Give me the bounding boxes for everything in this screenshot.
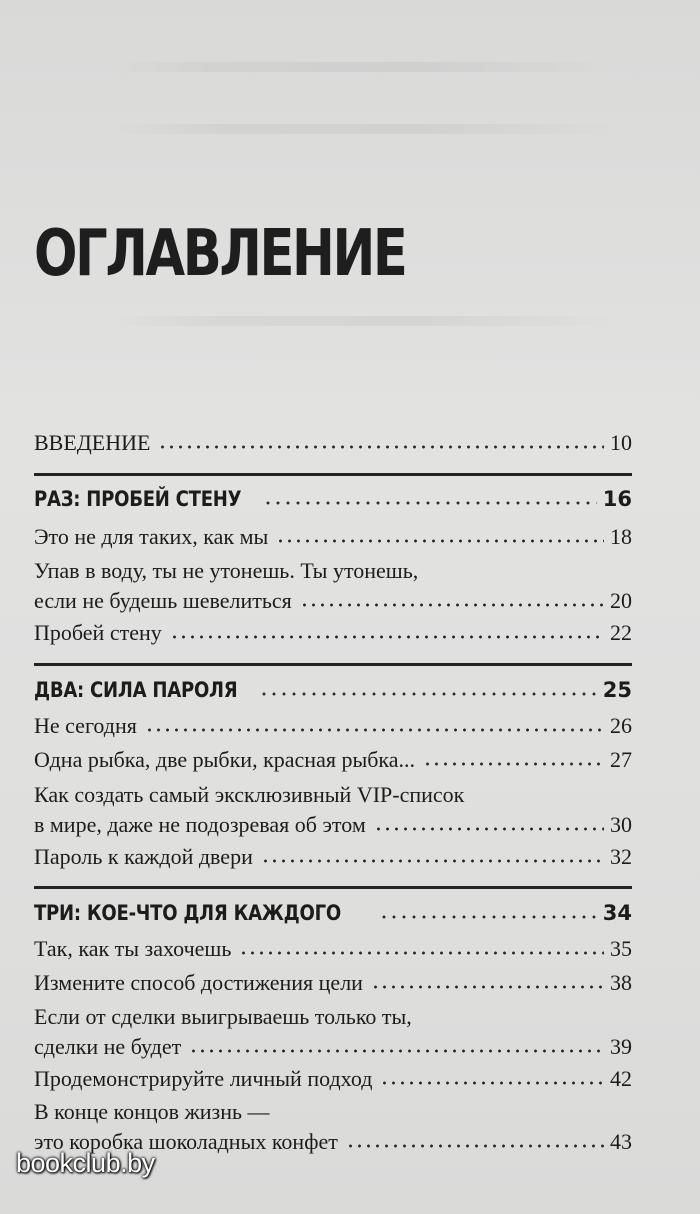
- toc-page-number: 39: [610, 1034, 632, 1059]
- dot-leader: [374, 826, 604, 832]
- toc-entry[interactable]: [34, 745, 632, 775]
- toc-page-number: 26: [610, 713, 632, 738]
- toc-entry[interactable]: [34, 934, 632, 964]
- toc-entry[interactable]: [34, 556, 632, 616]
- dot-leader: [263, 500, 597, 506]
- toc-entry-title-line: Упав в воду, ты не утонешь. Ты утонешь,: [34, 558, 419, 583]
- toc-page-number: 27: [610, 747, 632, 772]
- part-title: РАЗ: ПРОБЕЙ СТЕНУ: [34, 487, 242, 511]
- show-through: [110, 124, 620, 134]
- dot-leader: [423, 761, 604, 767]
- toc-entry-title: в мире, даже не подозревая об этом: [34, 812, 366, 837]
- toc-entry-title-line: Если от сделки выигрываешь только ты,: [34, 1004, 412, 1029]
- show-through: [110, 62, 620, 72]
- toc-entry-title: Это не для таких, как мы: [34, 524, 269, 549]
- toc-entry-title: если не будешь шевелиться: [34, 588, 292, 613]
- toc-entry-title: Измените способ достижения цели: [34, 970, 363, 995]
- toc-entry-title: Одна рыбка, две рыбки, красная рыбка...: [34, 747, 416, 772]
- dot-leader: [379, 914, 597, 920]
- toc-entry-title: Не сегодня: [34, 713, 137, 738]
- toc-entry-title: сделки не будет: [34, 1034, 182, 1059]
- dot-leader: [145, 727, 604, 733]
- toc-entry[interactable]: [34, 711, 632, 741]
- show-through: [110, 316, 620, 326]
- toc-entry-title-line: Как создать самый эксклюзивный VIP-список: [34, 782, 465, 807]
- toc-entry[interactable]: [34, 1002, 632, 1062]
- dot-leader: [239, 950, 604, 956]
- toc-part-heading[interactable]: [34, 898, 632, 928]
- toc-entry[interactable]: [34, 842, 632, 872]
- dot-leader: [158, 444, 604, 450]
- toc-part-heading[interactable]: [34, 484, 632, 514]
- watermark: bookclub.by: [16, 1148, 155, 1178]
- toc-page-number: 34: [602, 901, 632, 925]
- toc-entry[interactable]: [34, 522, 632, 552]
- toc-page-number: 25: [602, 678, 632, 702]
- toc-page-number: 30: [610, 812, 632, 837]
- toc-entry[interactable]: [34, 780, 632, 840]
- toc-entry-intro[interactable]: [34, 428, 632, 458]
- dot-leader: [189, 1048, 604, 1054]
- toc-entry[interactable]: [34, 968, 632, 998]
- dot-leader: [261, 858, 604, 864]
- toc-page-number: 22: [610, 620, 632, 645]
- page-title: ОГЛАВЛЕНИЕ: [34, 217, 406, 291]
- toc-page-number: 18: [610, 524, 632, 549]
- section-divider: [34, 473, 632, 476]
- dot-leader: [371, 984, 604, 990]
- toc-entry-title: Пробей стену: [34, 620, 162, 645]
- dot-leader: [259, 691, 597, 697]
- dot-leader: [346, 1143, 604, 1149]
- section-divider: [34, 886, 632, 889]
- toc-page-number: 32: [610, 844, 632, 869]
- dot-leader: [276, 538, 604, 544]
- dot-leader: [170, 634, 604, 640]
- toc-entry-title: это коробка шоколадных конфет: [34, 1129, 338, 1154]
- section-divider: [34, 663, 632, 666]
- toc-page-number: 38: [610, 970, 632, 995]
- toc-page-number: 16: [602, 487, 632, 511]
- toc-entry[interactable]: [34, 618, 632, 648]
- toc-entry-title: ВВЕДЕНИЕ: [34, 430, 151, 455]
- toc-part-heading[interactable]: [34, 675, 632, 705]
- toc-page-number: 20: [610, 588, 632, 613]
- part-title: ТРИ: КОЕ-ЧТО ДЛЯ КАЖДОГО: [34, 901, 341, 925]
- toc-entry-title: Так, как ты захочешь: [34, 936, 232, 961]
- toc-entry-title-line: В конце концов жизнь —: [34, 1099, 270, 1124]
- toc-page-number: 42: [610, 1066, 632, 1091]
- toc-page-number: 43: [610, 1129, 632, 1154]
- part-title: ДВА: СИЛА ПАРОЛЯ: [34, 678, 238, 702]
- dot-leader: [380, 1080, 604, 1086]
- toc-page-number: 10: [610, 430, 632, 455]
- toc-entry-title: Продемонстрируйте личный подход: [34, 1066, 373, 1091]
- toc-entry-title: Пароль к каждой двери: [34, 844, 253, 869]
- toc-entry[interactable]: [34, 1064, 632, 1094]
- toc-page-number: 35: [610, 936, 632, 961]
- dot-leader: [300, 602, 604, 608]
